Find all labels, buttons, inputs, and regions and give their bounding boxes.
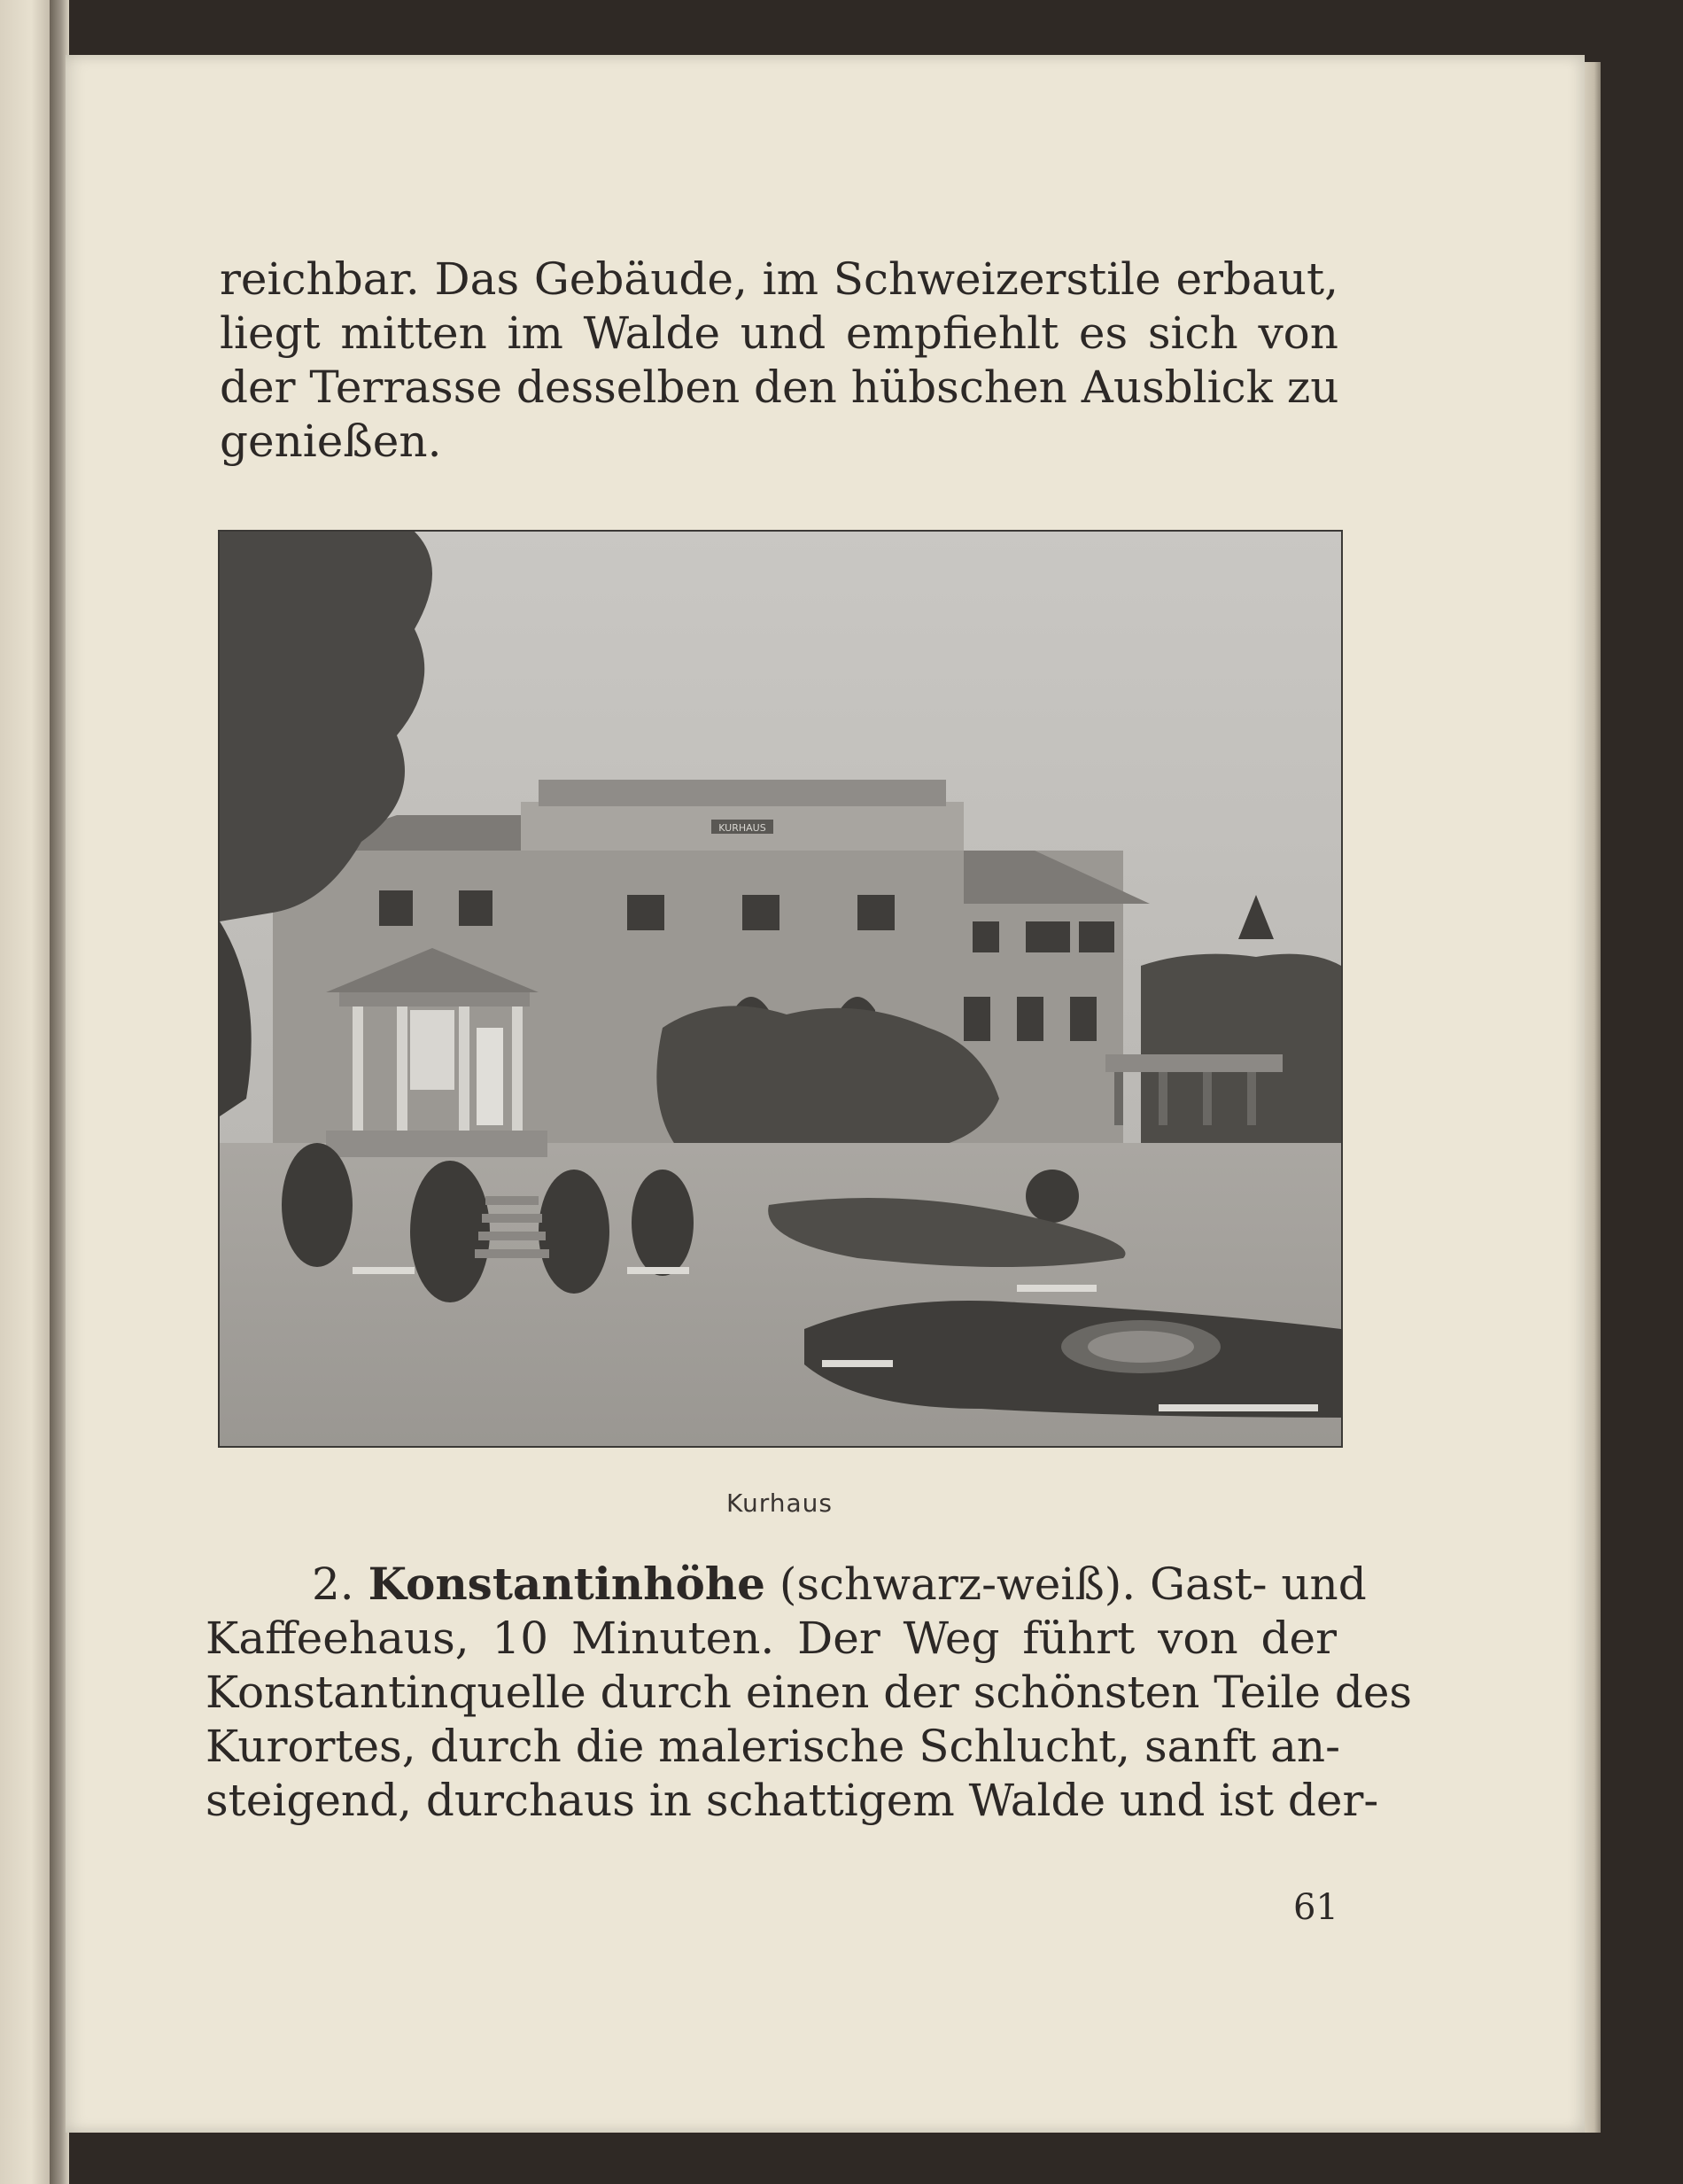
text-line [206,1557,1367,1612]
figure-caption: Kurhaus [726,1488,833,1518]
text-line: genießen. [220,416,442,467]
building-sign: KURHAUS [718,822,766,834]
text-line: steigend, durchaus in schattigem Walde und ist der- [206,1775,1379,1826]
text-line: liegt mitten im Walde und empfiehlt es sich von [220,307,1338,359]
page-number: 61 [1293,1887,1338,1928]
text-line: Kaffeehaus, 10 Minuten. Der Weg führt von der [206,1613,1337,1664]
section-number: 2. [312,1558,368,1610]
top-paragraph [220,253,1338,469]
bottom-paragraph [206,1557,1413,1828]
text-line: Kurortes, durch die malerische Schlucht, sanft an- [206,1721,1341,1772]
section-heading: Konstantinhöhe [368,1558,765,1610]
text-line: reichbar. Das Gebäude, im Schweizerstile erbaut, [220,253,1338,305]
text-line: der Terrasse desselben den hübschen Ausblick zu [220,361,1339,413]
text-line: Konstantinquelle durch einen der schönsten Teile des [206,1667,1413,1718]
left-page-edge [0,0,57,2184]
kurhaus-photograph [218,530,1343,1448]
kurhaus-photo-illustration [220,532,1341,1446]
heading-remainder: (schwarz-weiß). Gast- und [764,1558,1367,1610]
page-edge [1585,62,1601,2133]
